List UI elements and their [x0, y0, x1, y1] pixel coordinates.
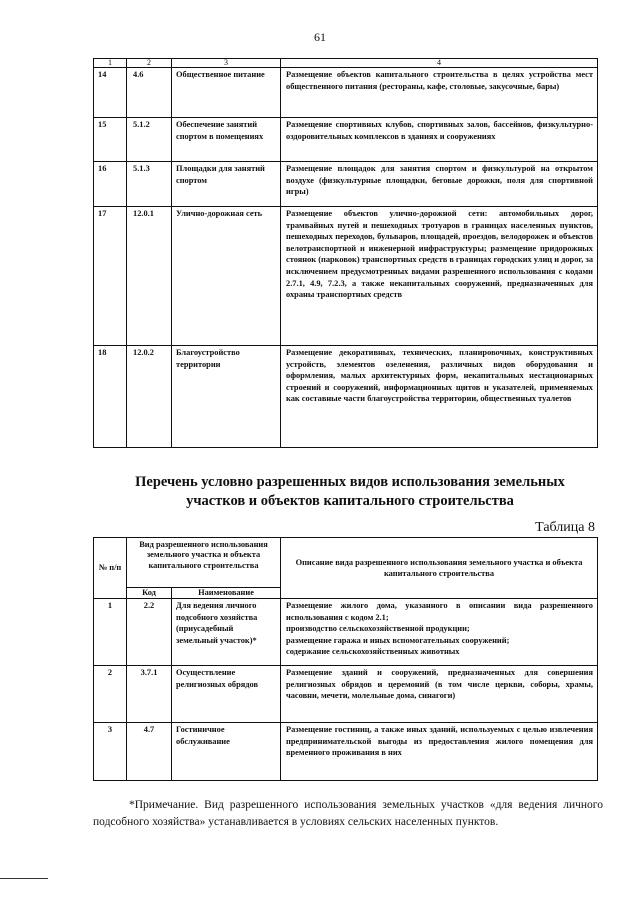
- use-name: Благоустройство территории: [172, 346, 281, 448]
- row-number: 17: [94, 207, 127, 346]
- use-code: 4.7: [127, 723, 172, 781]
- section-title: [60, 473, 640, 511]
- row-number: 1: [94, 599, 127, 666]
- use-description: Размещение площадок для занятия спортом и физкультурой на открытом воздухе (физкультурные площадки, беговые дорожки, поля для спортивной игры): [281, 162, 598, 207]
- table-row: [94, 346, 598, 448]
- use-name: Площадки для занятий спортом: [172, 162, 281, 207]
- description-line: размещение гаража и иных вспомогательных сооружений;: [286, 635, 510, 645]
- table-row: [94, 599, 598, 666]
- table-row: [94, 723, 598, 781]
- table-label: Таблица 8: [535, 520, 595, 535]
- use-description: Размещение спортивных клубов, спортивных залов, бассейнов, физкультурно-оздоровительных комплексов в зданиях и сооружениях: [281, 118, 598, 162]
- use-description: Размещение объектов капитального строительства в целях устройства мест общественного питания (рестораны, кафе, столовые, закусочные, бары): [281, 68, 598, 118]
- table-row: [94, 162, 598, 207]
- header-code: Код: [127, 588, 172, 599]
- description-line: Размещение жилого дома, указанного в описании вида разрешенного использования с кодом 2.1;: [286, 601, 593, 622]
- table-header-row: [94, 538, 598, 588]
- use-description: Размещение декоративных, технических, планировочных, конструктивных устройств, элементов озеленения, различных видов оборудования и оформления, малых архитектурных форм, некапитальных нестационарных строений и сооружений, информационных щитов и указателей, применяемых как составные части благоустройства территории, общественных туалетов: [281, 346, 598, 448]
- table-row: [94, 68, 598, 118]
- section-title-line: участков и объектов капитального строительства: [186, 493, 514, 509]
- use-code: 5.1.2: [127, 118, 172, 162]
- header-use-type-group: Вид разрешенного использования земельного участка и объекта капитального строительства: [127, 538, 281, 588]
- use-code: 2.2: [127, 599, 172, 666]
- row-number: 18: [94, 346, 127, 448]
- use-name: Обеспечение занятий спортом в помещениях: [172, 118, 281, 162]
- row-number: 14: [94, 68, 127, 118]
- table-row: [94, 666, 598, 723]
- row-number: 2: [94, 666, 127, 723]
- table-row: [94, 207, 598, 346]
- description-line: содержание сельскохозяйственных животных: [286, 647, 460, 657]
- use-code: 12.0.1: [127, 207, 172, 346]
- use-code: 12.0.2: [127, 346, 172, 448]
- page-number: 61: [314, 30, 326, 44]
- section-title-line: Перечень условно разрешенных видов использования земельных: [135, 474, 565, 490]
- column-number: 3: [172, 59, 281, 68]
- use-code: 5.1.3: [127, 162, 172, 207]
- use-name: Для ведения личного подсобного хозяйства (приусадебный земельный участок)*: [172, 599, 281, 666]
- footer-rule: [0, 878, 48, 879]
- column-number: 2: [127, 59, 172, 68]
- row-number: 15: [94, 118, 127, 162]
- header-row-number: № п/п: [94, 538, 127, 599]
- use-description: [281, 599, 598, 666]
- header-description: Описание вида разрешенного использования земельного участка и объекта капитального строительства: [281, 538, 598, 599]
- table-row: [94, 118, 598, 162]
- footnote: *Примечание. Вид разрешенного использования земельных участков «для ведения личного подсобного хозяйства» устанавливается в условиях сельских населенных пунктов.: [93, 799, 603, 828]
- use-code: 3.7.1: [127, 666, 172, 723]
- use-description: Размещение объектов улично-дорожной сети: автомобильных дорог, трамвайных путей и пешеходных тротуаров в границах населенных пунктов, пешеходных переходов, бульваров, площадей, проездов, велодорожек и объектов велотранспортной и инженерной инфраструктуры; размещение придорожных стоянок (парковок) транспортных средств в границах городских улиц и дорог, за исключением предусмотренных видами разрешенного использования с кодами 2.7.1, 4.9, 7.2.3, а также некапитальных сооружений, предназначенных для охраны транспортных средств: [281, 207, 598, 346]
- header-name: Наименование: [172, 588, 281, 599]
- row-number: 16: [94, 162, 127, 207]
- column-number: 4: [281, 59, 598, 68]
- table-column-numbers-row: [94, 59, 598, 68]
- use-name: Улично-дорожная сеть: [172, 207, 281, 346]
- use-description: Размещение гостиниц, а также иных зданий, используемых с целью извлечения предпринимательской выгоды из предоставления жилого помещения для временного проживания в них: [281, 723, 598, 781]
- use-name: Гостиничное обслуживание: [172, 723, 281, 781]
- use-name: Общественное питание: [172, 68, 281, 118]
- use-name: Осуществление религиозных обрядов: [172, 666, 281, 723]
- column-number: 1: [94, 59, 127, 68]
- use-description: Размещение зданий и сооружений, предназначенных для совершения религиозных обрядов и церемоний (в том числе церкви, соборы, храмы, часовни, мечети, молельные дома, синагоги): [281, 666, 598, 723]
- land-use-table-continuation: [93, 58, 598, 448]
- description-line: производство сельскохозяйственной продукции;: [286, 624, 470, 634]
- row-number: 3: [94, 723, 127, 781]
- use-code: 4.6: [127, 68, 172, 118]
- conditional-land-use-table: [93, 537, 598, 781]
